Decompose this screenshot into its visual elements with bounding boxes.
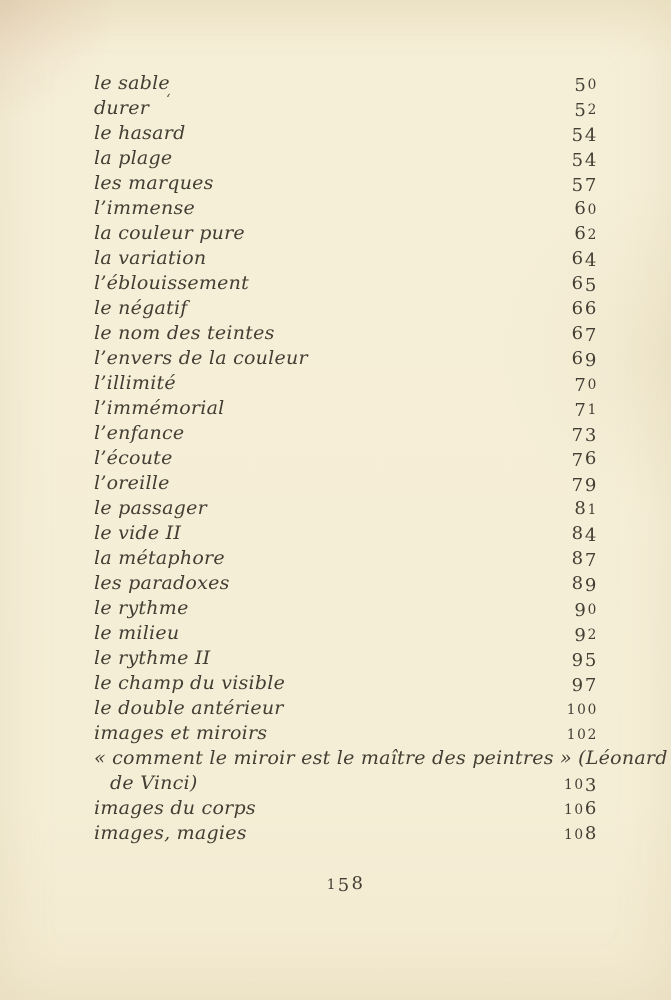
toc-entry bbox=[94, 171, 598, 196]
toc-entry-title: le double antérieur bbox=[94, 697, 284, 719]
digit: 0 bbox=[574, 777, 585, 793]
digit: 7 bbox=[571, 475, 585, 497]
toc-entry bbox=[94, 421, 598, 446]
digit: 6 bbox=[571, 298, 585, 319]
digit: 6 bbox=[584, 298, 598, 319]
digit: 1 bbox=[563, 827, 575, 843]
page-number bbox=[574, 596, 598, 623]
toc-entry-title: l’envers de la couleur bbox=[94, 347, 308, 369]
toc-entry-title: le négatif bbox=[94, 297, 188, 319]
toc-entry bbox=[94, 521, 598, 546]
toc-entry-title: le passager bbox=[94, 497, 207, 519]
digit: 0 bbox=[574, 802, 585, 818]
toc-entry-title: la couleur pure bbox=[94, 222, 245, 244]
digit: 5 bbox=[574, 100, 588, 122]
digit: 0 bbox=[587, 702, 598, 718]
page-number bbox=[574, 196, 598, 223]
folio-page-number bbox=[94, 872, 598, 897]
digit: 0 bbox=[574, 827, 585, 843]
digit: 9 bbox=[571, 650, 585, 672]
page-number bbox=[572, 546, 598, 571]
page-number bbox=[572, 296, 598, 321]
digit: 0 bbox=[577, 727, 588, 743]
digit: 8 bbox=[571, 573, 585, 594]
toc-entry-title: les paradoxes bbox=[94, 572, 230, 594]
toc-list bbox=[94, 71, 668, 846]
toc-entry-title: la métaphore bbox=[94, 547, 225, 569]
table-of-contents bbox=[94, 71, 668, 897]
toc-entry bbox=[94, 271, 598, 296]
toc-entry bbox=[94, 196, 598, 221]
digit: 7 bbox=[584, 550, 598, 572]
page-number bbox=[564, 796, 598, 823]
digit: 1 bbox=[587, 402, 598, 418]
digit: 5 bbox=[571, 125, 585, 147]
digit: 6 bbox=[571, 248, 585, 269]
digit: 6 bbox=[574, 223, 588, 244]
digit: 5 bbox=[574, 75, 588, 97]
digit: 7 bbox=[584, 325, 598, 347]
toc-entry bbox=[94, 646, 598, 671]
page-number bbox=[572, 121, 598, 146]
page-number bbox=[572, 271, 598, 296]
digit: 7 bbox=[571, 450, 585, 472]
toc-entry-title: « comment le miroir est le maître des peintres » (Léonard bbox=[94, 747, 668, 769]
toc-entry-title: l’enfance bbox=[94, 422, 185, 444]
toc-entry-title: images du corps bbox=[94, 797, 256, 819]
toc-entry-title: le nom des teintes bbox=[94, 322, 275, 344]
ink-speck: ‘ bbox=[166, 92, 171, 108]
digit: 9 bbox=[574, 625, 588, 647]
page-number bbox=[574, 396, 598, 423]
toc-entry-title: le sable bbox=[94, 72, 170, 94]
page-number bbox=[572, 421, 598, 446]
digit: 5 bbox=[571, 175, 585, 197]
digit: 6 bbox=[571, 323, 585, 344]
toc-entry bbox=[94, 446, 598, 471]
digit: 9 bbox=[584, 350, 598, 372]
toc-entry-title: le hasard bbox=[94, 122, 186, 144]
page-number bbox=[572, 146, 598, 171]
toc-entry bbox=[94, 621, 598, 646]
digit: 6 bbox=[571, 348, 585, 369]
toc-entry bbox=[94, 546, 598, 571]
toc-entry bbox=[94, 746, 668, 771]
digit: 0 bbox=[577, 702, 588, 718]
digit: 8 bbox=[571, 548, 585, 569]
toc-entry bbox=[94, 146, 598, 171]
page-number bbox=[572, 646, 598, 671]
toc-entry-title: l’immémorial bbox=[94, 397, 225, 419]
toc-entry-title: l’écoute bbox=[94, 447, 173, 469]
digit: 4 bbox=[584, 250, 598, 272]
toc-entry-title: images et miroirs bbox=[94, 722, 268, 744]
digit: 9 bbox=[571, 675, 585, 697]
toc-entry bbox=[94, 471, 598, 496]
page-number bbox=[572, 471, 598, 496]
toc-entry bbox=[94, 371, 598, 396]
toc-entry bbox=[94, 121, 598, 146]
digit: 2 bbox=[587, 627, 598, 643]
toc-entry-title: la variation bbox=[94, 247, 207, 269]
toc-entry bbox=[94, 796, 598, 821]
page-number bbox=[572, 321, 598, 346]
toc-entry-title: images, magies bbox=[94, 822, 247, 844]
digit: 8 bbox=[574, 498, 588, 519]
digit: 2 bbox=[587, 102, 598, 118]
digit: 7 bbox=[584, 175, 598, 197]
digit: 2 bbox=[587, 227, 598, 243]
page-number bbox=[572, 346, 598, 371]
digit: 5 bbox=[337, 875, 352, 897]
page-number bbox=[574, 96, 598, 123]
digit: 7 bbox=[571, 425, 585, 447]
page-number bbox=[574, 371, 598, 398]
digit: 9 bbox=[584, 575, 598, 597]
toc-entry bbox=[94, 321, 598, 346]
page-number bbox=[567, 721, 598, 748]
digit: 8 bbox=[351, 873, 366, 894]
toc-entry bbox=[94, 771, 598, 796]
toc-entry-title: le vide II bbox=[94, 522, 182, 544]
digit: 0 bbox=[587, 602, 598, 618]
digit: 8 bbox=[584, 823, 598, 844]
digit: 0 bbox=[587, 202, 598, 218]
page-number bbox=[574, 221, 598, 248]
digit: 7 bbox=[574, 400, 588, 422]
digit: 6 bbox=[584, 448, 598, 469]
page-number bbox=[572, 171, 598, 196]
digit: 9 bbox=[574, 600, 588, 622]
page-number bbox=[572, 671, 598, 696]
toc-entry bbox=[94, 696, 598, 721]
digit: 3 bbox=[584, 425, 598, 447]
toc-entry bbox=[94, 596, 598, 621]
toc-entry-title: l’oreille bbox=[94, 472, 170, 494]
digit: 5 bbox=[571, 150, 585, 172]
toc-entry bbox=[94, 721, 598, 746]
toc-entry-title: l’éblouissement bbox=[94, 272, 249, 294]
toc-entry bbox=[94, 496, 598, 521]
digit: 6 bbox=[574, 198, 588, 219]
digit: 2 bbox=[587, 727, 598, 743]
digit: 0 bbox=[587, 377, 598, 393]
page-number bbox=[572, 246, 598, 271]
digit: 7 bbox=[574, 375, 588, 397]
digit: 6 bbox=[571, 273, 585, 294]
toc-entry-title: les marques bbox=[94, 172, 214, 194]
digit: 8 bbox=[571, 523, 585, 544]
toc-entry bbox=[94, 821, 598, 846]
toc-entry bbox=[94, 246, 598, 271]
toc-entry-title: le rythme II bbox=[94, 647, 211, 669]
digit: 1 bbox=[563, 802, 575, 818]
toc-entry-title: de Vinci) bbox=[110, 772, 198, 794]
toc-entry bbox=[94, 346, 598, 371]
digit: 0 bbox=[587, 77, 598, 93]
page-number bbox=[572, 521, 598, 546]
toc-entry bbox=[94, 571, 598, 596]
toc-entry-title: le milieu bbox=[94, 622, 180, 644]
digit: 1 bbox=[563, 777, 575, 793]
toc-entry bbox=[94, 221, 598, 246]
toc-entry-title: durer bbox=[94, 97, 150, 119]
toc-entry-title: le rythme bbox=[94, 597, 189, 619]
digit: 5 bbox=[584, 650, 598, 672]
toc-entry-title: l’illimité bbox=[94, 372, 176, 394]
page-number bbox=[564, 771, 598, 798]
toc-entry bbox=[94, 296, 598, 321]
toc-entry-title: la plage bbox=[94, 147, 173, 169]
digit: 4 bbox=[584, 525, 598, 547]
digit: 5 bbox=[584, 275, 598, 297]
page-number bbox=[572, 571, 598, 596]
digit: 1 bbox=[566, 702, 578, 718]
digit: 1 bbox=[566, 727, 578, 743]
page-number bbox=[574, 496, 598, 523]
digit: 4 bbox=[584, 125, 598, 147]
digit: 7 bbox=[584, 675, 598, 697]
page-number bbox=[572, 446, 598, 471]
digit: 4 bbox=[584, 150, 598, 172]
toc-entry bbox=[94, 671, 598, 696]
page-number bbox=[574, 621, 598, 648]
page-number bbox=[574, 71, 598, 98]
toc-entry bbox=[94, 396, 598, 421]
digit: 1 bbox=[587, 502, 598, 518]
page-number bbox=[567, 696, 598, 723]
toc-entry-title: le champ du visible bbox=[94, 672, 286, 694]
toc-entry-title: l’immense bbox=[94, 197, 195, 219]
digit: 1 bbox=[326, 877, 338, 893]
digit: 9 bbox=[584, 475, 598, 497]
digit: 6 bbox=[584, 798, 598, 819]
digit: 3 bbox=[584, 775, 598, 797]
page-number bbox=[564, 821, 598, 848]
